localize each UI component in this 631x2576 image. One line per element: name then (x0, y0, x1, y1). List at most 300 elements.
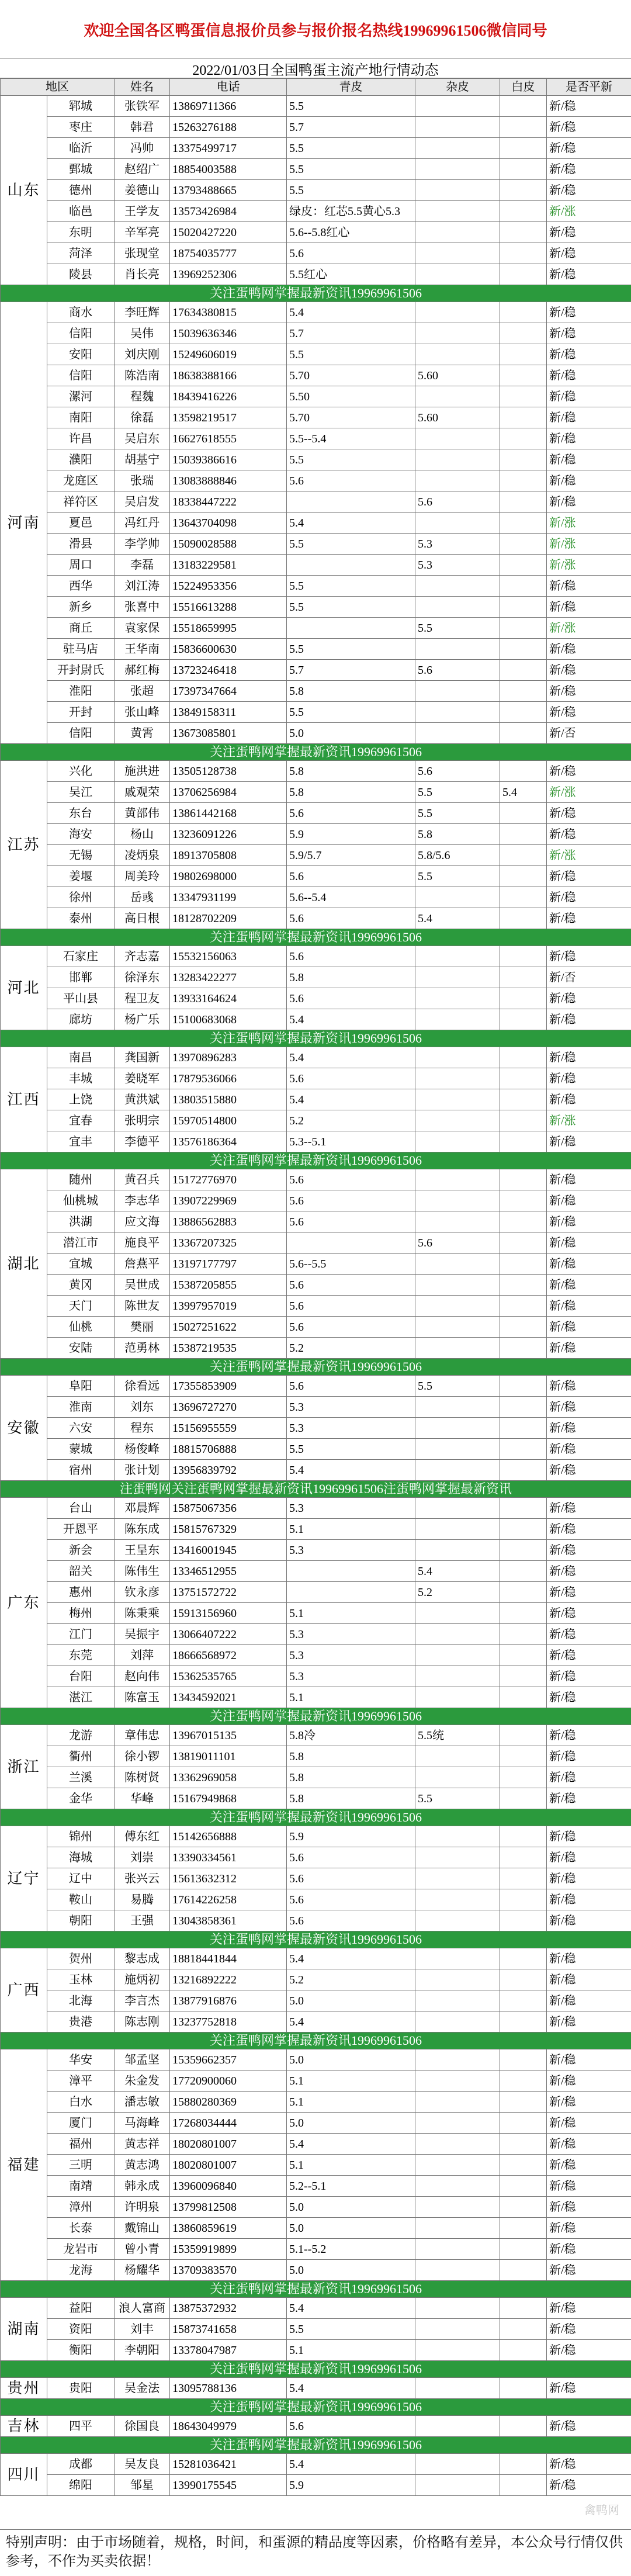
city-cell: 龙海 (47, 2260, 115, 2281)
ad-banner-row (1, 1809, 631, 1826)
mixed-price (415, 1317, 500, 1338)
mixed-price: 5.6 (415, 491, 500, 513)
status-cell: 新/涨 (547, 555, 631, 576)
city-cell: 鄄城 (47, 159, 115, 180)
white-price (500, 887, 547, 908)
table-row (1, 159, 631, 180)
green-price: 5.6 (287, 803, 415, 824)
green-price: 5.8 (287, 681, 415, 702)
table-row (1, 1847, 631, 1868)
status-cell: 新/稳 (547, 302, 631, 323)
trader-name: 冯红丹 (115, 513, 170, 534)
green-price: 5.6 (287, 1169, 415, 1190)
white-price (500, 1211, 547, 1232)
city-cell: 宜春 (47, 1110, 115, 1131)
phone-cell: 13434592021 (170, 1687, 287, 1708)
city-cell: 临沂 (47, 138, 115, 159)
white-price (500, 1582, 547, 1603)
green-price: 5.4 (287, 302, 415, 323)
city-cell: 漳平 (47, 2071, 115, 2092)
status-cell: 新/稳 (547, 1990, 631, 2011)
status-cell: 新/稳 (547, 2113, 631, 2134)
green-price: 5.7 (287, 660, 415, 681)
mixed-price: 5.8/5.6 (415, 845, 500, 866)
green-price: 5.6--5.8红心 (287, 222, 415, 243)
mixed-price (415, 1969, 500, 1990)
white-price (500, 1068, 547, 1089)
trader-name: 徐泽东 (115, 967, 170, 988)
phone-cell: 13803515880 (170, 1089, 287, 1110)
status-cell: 新/稳 (547, 1969, 631, 1990)
green-price: 5.1 (287, 2340, 415, 2361)
white-price (500, 2378, 547, 2399)
city-cell: 开恩平 (47, 1519, 115, 1540)
phone-cell: 15532156063 (170, 946, 287, 967)
mixed-price (415, 1603, 500, 1624)
white-price (500, 1169, 547, 1190)
region-cell: 辽宁 (1, 1826, 47, 1931)
status-cell: 新/涨 (547, 513, 631, 534)
green-price: 5.1 (287, 2092, 415, 2113)
table-row (1, 618, 631, 639)
phone-cell: 13709383570 (170, 2260, 287, 2281)
ad-banner: 关注蛋鸭网掌握最新资讯19969961506 (1, 1931, 631, 1948)
table-row (1, 201, 631, 222)
mixed-price: 5.6 (415, 761, 500, 782)
table-row (1, 2416, 631, 2437)
green-price: 5.6 (287, 1068, 415, 1089)
mixed-price (415, 2011, 500, 2033)
mixed-price (415, 222, 500, 243)
table-row (1, 660, 631, 681)
phone-cell: 15224953356 (170, 576, 287, 597)
green-price: 5.4 (287, 2011, 415, 2033)
mixed-price (415, 201, 500, 222)
table-row (1, 1190, 631, 1211)
white-price (500, 323, 547, 344)
table-row (1, 138, 631, 159)
green-price (287, 1561, 415, 1582)
city-cell: 信阳 (47, 323, 115, 344)
white-price (500, 2319, 547, 2340)
ad-banner: 关注蛋鸭网掌握最新资讯19969961506 (1, 744, 631, 761)
mixed-price (415, 2071, 500, 2092)
phone-cell: 15027251622 (170, 1317, 287, 1338)
mixed-price (415, 2134, 500, 2155)
phone-cell: 15913156960 (170, 1603, 287, 1624)
status-cell: 新/稳 (547, 887, 631, 908)
white-price (500, 534, 547, 555)
city-cell: 玉林 (47, 1969, 115, 1990)
status-cell: 新/稳 (547, 2260, 631, 2281)
mixed-price (415, 323, 500, 344)
table-row (1, 1603, 631, 1624)
table-row (1, 2239, 631, 2260)
mixed-price (415, 1254, 500, 1275)
table-row (1, 428, 631, 449)
city-cell: 长泰 (47, 2218, 115, 2239)
phone-cell: 17720900060 (170, 2071, 287, 2092)
white-price (500, 1645, 547, 1666)
trader-name: 吴友良 (115, 2454, 170, 2475)
green-price: 5.5 (287, 96, 415, 117)
region-cell: 四川 (1, 2454, 47, 2496)
table-row (1, 302, 631, 323)
phone-cell: 13362969058 (170, 1767, 287, 1788)
green-price: 5.9 (287, 1826, 415, 1847)
table-row (1, 866, 631, 887)
white-price (500, 1868, 547, 1889)
table-row (1, 1254, 631, 1275)
phone-cell: 13576186364 (170, 1131, 287, 1152)
green-price: 5.5红心 (287, 264, 415, 285)
trader-name: 胡基宁 (115, 449, 170, 470)
white-price (500, 1338, 547, 1359)
white-price (500, 1009, 547, 1030)
mixed-price (415, 1910, 500, 1931)
mixed-price (415, 1990, 500, 2011)
hotline-banner: 欢迎全国各区鸭蛋信息报价员参与报价报名热线19969961506微信同号 (0, 0, 631, 59)
green-price: 5.3 (287, 1645, 415, 1666)
trader-name: 陈树贤 (115, 1767, 170, 1788)
trader-name: 李志华 (115, 1190, 170, 1211)
status-cell: 新/稳 (547, 803, 631, 824)
status-cell: 新/稳 (547, 1211, 631, 1232)
table-row (1, 1725, 631, 1746)
white-price (500, 1540, 547, 1561)
mixed-price (415, 1397, 500, 1418)
green-price: 5.0 (287, 2113, 415, 2134)
status-cell: 新/稳 (547, 449, 631, 470)
phone-cell: 18128702209 (170, 908, 287, 929)
region-cell: 河南 (1, 302, 47, 744)
mixed-price (415, 1296, 500, 1317)
mixed-price (415, 1868, 500, 1889)
city-cell: 蒙城 (47, 1439, 115, 1460)
phone-cell: 13819011101 (170, 1746, 287, 1767)
city-cell: 台山 (47, 1498, 115, 1519)
ad-banner-row (1, 929, 631, 946)
trader-name: 邹孟坚 (115, 2049, 170, 2071)
region-cell: 安徽 (1, 1376, 47, 1481)
mixed-price (415, 159, 500, 180)
white-price (500, 2176, 547, 2197)
white-price (500, 967, 547, 988)
table-header (1, 79, 631, 96)
status-cell: 新/稳 (547, 1725, 631, 1746)
status-cell: 新/稳 (547, 1190, 631, 1211)
table-row (1, 491, 631, 513)
city-cell: 夏邑 (47, 513, 115, 534)
trader-name: 赵向伟 (115, 1666, 170, 1687)
ad-banner: 关注蛋鸭网掌握最新资讯19969961506 (1, 929, 631, 946)
green-price: 5.4 (287, 2298, 415, 2319)
phone-cell: 13043858361 (170, 1910, 287, 1931)
city-cell: 仙桃城 (47, 1190, 115, 1211)
city-cell: 姜堰 (47, 866, 115, 887)
trader-name: 黄霄 (115, 723, 170, 744)
city-cell: 惠州 (47, 1582, 115, 1603)
phone-cell: 13793488665 (170, 180, 287, 201)
phone-cell: 13378047987 (170, 2340, 287, 2361)
city-cell: 淮阳 (47, 681, 115, 702)
table-row (1, 803, 631, 824)
white-price (500, 302, 547, 323)
phone-cell: 17355853909 (170, 1376, 287, 1397)
city-cell: 辽中 (47, 1868, 115, 1889)
white-price (500, 2416, 547, 2437)
green-price: 5.5--5.4 (287, 428, 415, 449)
white-price (500, 264, 547, 285)
phone-cell: 13183229581 (170, 555, 287, 576)
green-price (287, 555, 415, 576)
trader-name: 张兴云 (115, 1868, 170, 1889)
phone-cell: 15263276188 (170, 117, 287, 138)
status-cell: 新/稳 (547, 96, 631, 117)
trader-name: 戚观荣 (115, 782, 170, 803)
table-row (1, 323, 631, 344)
status-cell: 新/稳 (547, 1232, 631, 1254)
status-cell: 新/稳 (547, 1009, 631, 1030)
status-cell: 新/稳 (547, 1767, 631, 1788)
mixed-price (415, 639, 500, 660)
trader-name: 辛军亮 (115, 222, 170, 243)
city-cell: 宜城 (47, 1254, 115, 1275)
status-cell: 新/稳 (547, 159, 631, 180)
table-row (1, 1338, 631, 1359)
trader-name: 张现堂 (115, 243, 170, 264)
trader-name: 肖长亮 (115, 264, 170, 285)
mixed-price (415, 946, 500, 967)
header-status: 是否平新 (547, 79, 631, 96)
trader-name: 吴世成 (115, 1275, 170, 1296)
status-cell: 新/稳 (547, 428, 631, 449)
table-row (1, 1169, 631, 1190)
mixed-price (415, 2416, 500, 2437)
trader-name: 李朝阳 (115, 2340, 170, 2361)
white-price (500, 2218, 547, 2239)
green-price: 5.4 (287, 1047, 415, 1068)
status-cell: 新/稳 (547, 1788, 631, 1809)
white-price (500, 2454, 547, 2475)
trader-name: 徐小锣 (115, 1746, 170, 1767)
trader-name: 许明泉 (115, 2197, 170, 2218)
phone-cell: 13860859619 (170, 2218, 287, 2239)
table-row (1, 1439, 631, 1460)
trader-name: 刘萍 (115, 1645, 170, 1666)
city-cell: 海安 (47, 824, 115, 845)
mixed-price (415, 1847, 500, 1868)
table-row (1, 1068, 631, 1089)
mixed-price (415, 1767, 500, 1788)
white-price (500, 2260, 547, 2281)
green-price: 5.6 (287, 1847, 415, 1868)
white-price (500, 1746, 547, 1767)
city-cell: 衡阳 (47, 2340, 115, 2361)
ad-banner-row (1, 2437, 631, 2454)
city-cell: 潜江市 (47, 1232, 115, 1254)
status-cell: 新/稳 (547, 1746, 631, 1767)
status-cell: 新/涨 (547, 201, 631, 222)
white-price (500, 1190, 547, 1211)
white-price (500, 1889, 547, 1910)
trader-name: 樊丽 (115, 1317, 170, 1338)
mixed-price: 5.5 (415, 618, 500, 639)
status-cell: 新/稳 (547, 1645, 631, 1666)
white-price (500, 1948, 547, 1969)
white-price (500, 1788, 547, 1809)
trader-name: 吴启东 (115, 428, 170, 449)
table-row (1, 2176, 631, 2197)
status-cell: 新/稳 (547, 946, 631, 967)
white-price (500, 660, 547, 681)
green-price: 5.6 (287, 1317, 415, 1338)
phone-cell: 13216892222 (170, 1969, 287, 1990)
city-cell: 海城 (47, 1847, 115, 1868)
table-row (1, 1009, 631, 1030)
phone-cell: 18338447222 (170, 491, 287, 513)
table-row (1, 1397, 631, 1418)
trader-name: 黄志祥 (115, 2134, 170, 2155)
phone-cell: 13969252306 (170, 264, 287, 285)
green-price: 5.0 (287, 2218, 415, 2239)
phone-cell: 17879536066 (170, 1068, 287, 1089)
white-price (500, 2197, 547, 2218)
status-cell: 新/稳 (547, 1169, 631, 1190)
city-cell: 梅州 (47, 1603, 115, 1624)
table-row (1, 967, 631, 988)
green-price: 5.50 (287, 386, 415, 407)
green-price: 5.1 (287, 2071, 415, 2092)
green-price: 5.5 (287, 2319, 415, 2340)
green-price (287, 491, 415, 513)
ad-banner: 关注蛋鸭网掌握最新资讯19969961506 (1, 1708, 631, 1725)
trader-name: 张喜中 (115, 597, 170, 618)
white-price (500, 222, 547, 243)
table-row (1, 222, 631, 243)
city-cell: 菏泽 (47, 243, 115, 264)
trader-name: 龚国新 (115, 1047, 170, 1068)
mixed-price (415, 117, 500, 138)
white-price (500, 1687, 547, 1708)
table-row (1, 1540, 631, 1561)
status-cell: 新/稳 (547, 1847, 631, 1868)
phone-cell: 13346512955 (170, 1561, 287, 1582)
status-cell: 新/稳 (547, 1519, 631, 1540)
city-cell: 南昌 (47, 1047, 115, 1068)
trader-name: 华峰 (115, 1788, 170, 1809)
green-price: 5.6 (287, 243, 415, 264)
phone-cell: 13283422277 (170, 967, 287, 988)
trader-name: 章伟忠 (115, 1725, 170, 1746)
status-cell: 新/稳 (547, 2378, 631, 2399)
white-price (500, 1990, 547, 2011)
trader-name: 易腾 (115, 1889, 170, 1910)
status-cell: 新/稳 (547, 2092, 631, 2113)
watermark: 禽鸭网 (584, 2504, 619, 2517)
phone-cell: 15156955559 (170, 1418, 287, 1439)
status-cell: 新/稳 (547, 1889, 631, 1910)
white-price (500, 723, 547, 744)
table-row (1, 782, 631, 803)
status-cell: 新/稳 (547, 2340, 631, 2361)
table-row (1, 470, 631, 491)
white-price (500, 1603, 547, 1624)
trader-name: 黄洪斌 (115, 1089, 170, 1110)
phone-cell: 15142656888 (170, 1826, 287, 1847)
white-price (500, 2092, 547, 2113)
city-cell: 陵县 (47, 264, 115, 285)
phone-cell: 15039636346 (170, 323, 287, 344)
mixed-price (415, 597, 500, 618)
green-price: 5.6--5.4 (287, 887, 415, 908)
status-cell: 新/稳 (547, 597, 631, 618)
table-row (1, 1746, 631, 1767)
table-row (1, 1047, 631, 1068)
table-row (1, 1969, 631, 1990)
status-cell: 新/稳 (547, 407, 631, 428)
trader-name: 程卫友 (115, 988, 170, 1009)
status-cell: 新/稳 (547, 2176, 631, 2197)
ad-banner-row (1, 285, 631, 302)
ad-banner-row (1, 1931, 631, 1948)
phone-cell: 13933164624 (170, 988, 287, 1009)
ad-banner-row (1, 1481, 631, 1498)
mixed-price (415, 723, 500, 744)
green-price: 5.6 (287, 1190, 415, 1211)
trader-name: 施炳初 (115, 1969, 170, 1990)
mixed-price: 5.3 (415, 555, 500, 576)
table-row (1, 1296, 631, 1317)
white-price (500, 866, 547, 887)
phone-cell: 13573426984 (170, 201, 287, 222)
trader-name: 徐看远 (115, 1376, 170, 1397)
trader-name: 程魏 (115, 386, 170, 407)
trader-name: 张明宗 (115, 1110, 170, 1131)
table-row (1, 555, 631, 576)
phone-cell: 18439416226 (170, 386, 287, 407)
green-price: 5.6 (287, 470, 415, 491)
green-price: 5.6 (287, 908, 415, 929)
mixed-price (415, 1110, 500, 1131)
trader-name: 刘东 (115, 1397, 170, 1418)
green-price: 5.9 (287, 824, 415, 845)
mixed-price (415, 2218, 500, 2239)
mixed-price (415, 138, 500, 159)
phone-cell: 13960096840 (170, 2176, 287, 2197)
region-cell: 江苏 (1, 761, 47, 929)
city-cell: 商丘 (47, 618, 115, 639)
table-row (1, 2092, 631, 2113)
phone-cell: 13375499717 (170, 138, 287, 159)
table-row (1, 2454, 631, 2475)
header-region: 地区 (1, 79, 115, 96)
status-cell: 新/稳 (547, 761, 631, 782)
phone-cell: 13990175545 (170, 2475, 287, 2496)
status-cell: 新/涨 (547, 782, 631, 803)
table-row (1, 1131, 631, 1152)
status-cell: 新/稳 (547, 1317, 631, 1338)
trader-name: 陈富玉 (115, 1687, 170, 1708)
table-row (1, 681, 631, 702)
green-price: 5.6 (287, 1296, 415, 1317)
white-price (500, 1847, 547, 1868)
city-cell: 南阳 (47, 407, 115, 428)
city-cell: 成都 (47, 2454, 115, 2475)
green-price: 5.0 (287, 1990, 415, 2011)
status-cell: 新/稳 (547, 1561, 631, 1582)
mixed-price (415, 2298, 500, 2319)
